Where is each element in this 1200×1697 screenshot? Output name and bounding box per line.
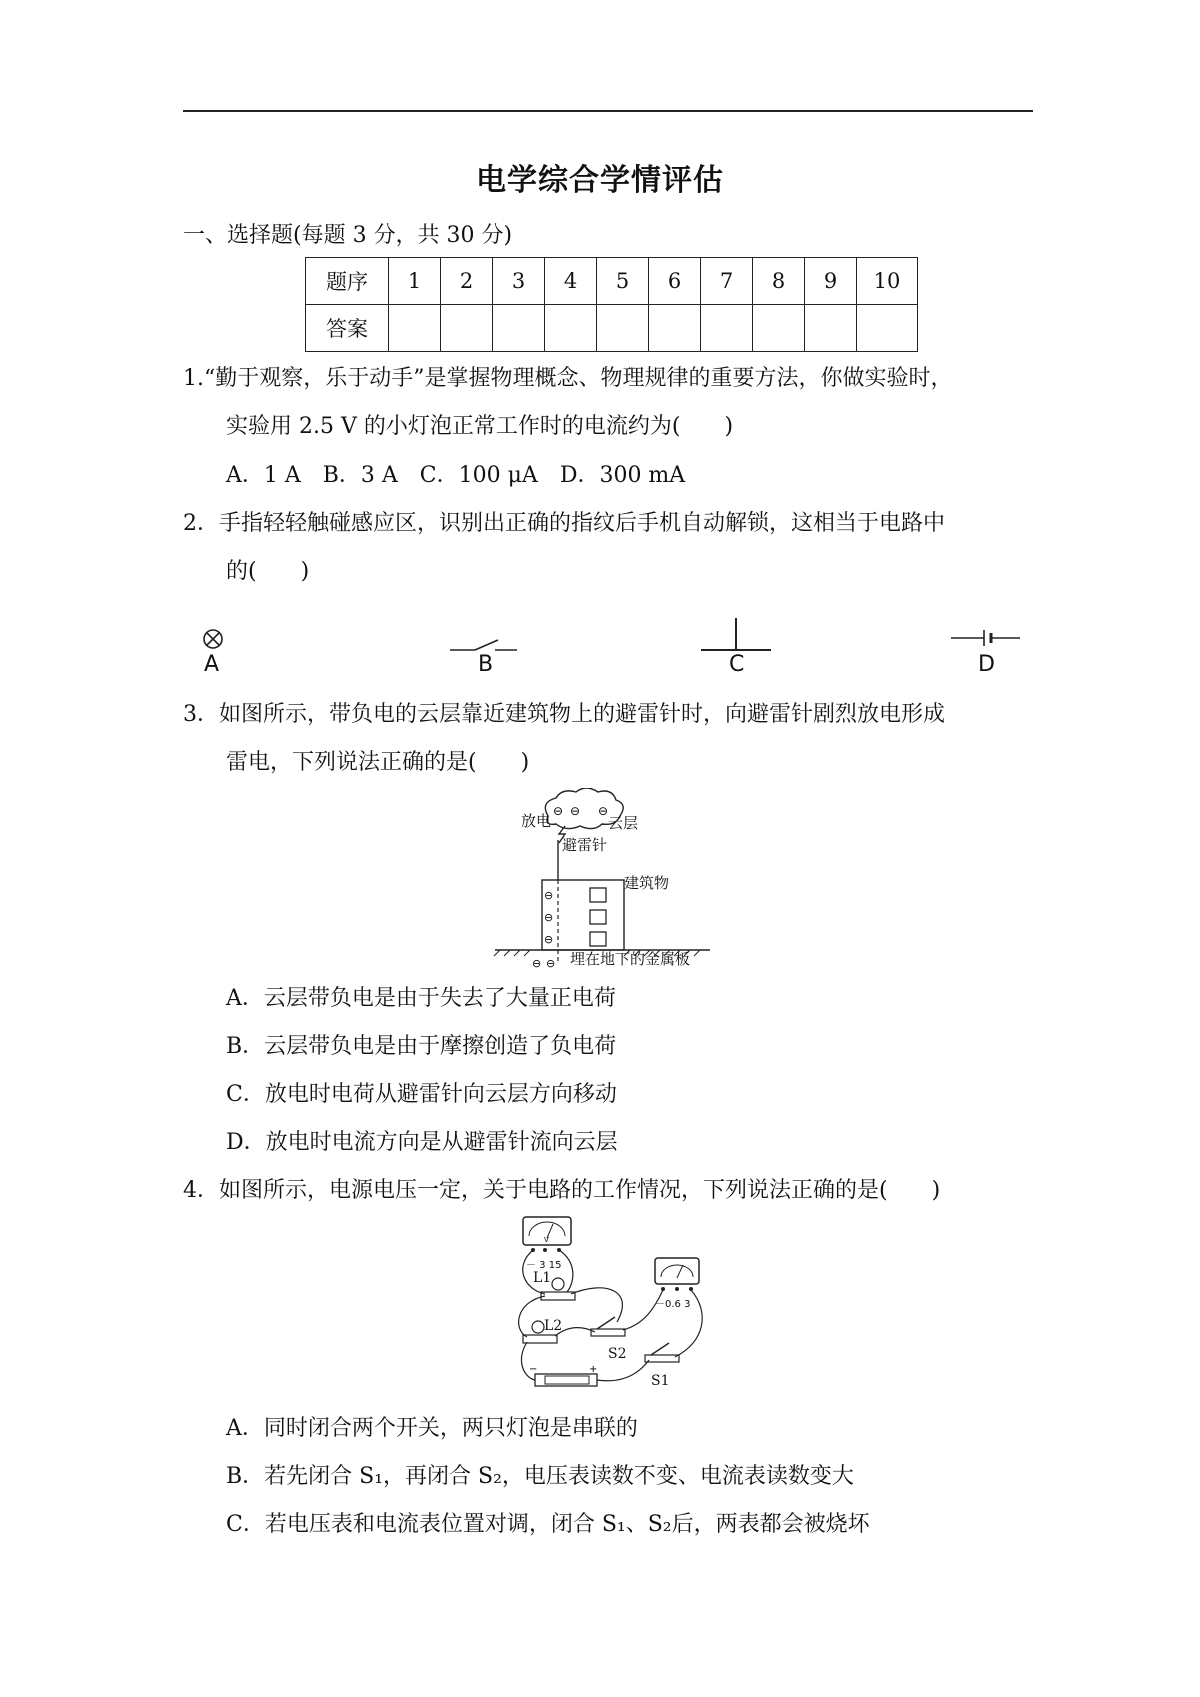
switch-s1-icon bbox=[645, 1343, 679, 1362]
q1-stem-line2: 实验用 2.5 V 的小灯泡正常工作时的电流约为( ) bbox=[226, 414, 734, 439]
label-building: 建筑物 bbox=[624, 874, 670, 892]
q4-stem: 4．如图所示，电源电压一定，关于电路的工作情况，下列说法正确的是( ) bbox=[183, 1178, 941, 1203]
table-cell: 5 bbox=[597, 258, 649, 305]
answer-cell[interactable] bbox=[441, 305, 493, 352]
q2-label-c: C bbox=[729, 652, 745, 677]
svg-text:⊖: ⊖ bbox=[544, 911, 554, 924]
table-cell: 7 bbox=[701, 258, 753, 305]
table-cell: 6 bbox=[649, 258, 701, 305]
svg-text:⊖: ⊖ bbox=[553, 804, 564, 818]
label-discharge: 放电 bbox=[521, 812, 552, 830]
q2-stem-line2: 的( ) bbox=[226, 559, 310, 584]
top-rule bbox=[183, 110, 1033, 112]
q3-option-d: D．放电时电流方向是从避雷针流向云层 bbox=[226, 1130, 618, 1155]
q4-option-a: A．同时闭合两个开关，两只灯泡是串联的 bbox=[226, 1416, 638, 1441]
q4-option-c: C．若电压表和电流表位置对调，闭合 S₁、S₂后，两表都会被烧坏 bbox=[226, 1512, 870, 1537]
table-cell: 4 bbox=[545, 258, 597, 305]
table-row bbox=[306, 305, 918, 352]
ammeter-scale: －0.6 3 bbox=[655, 1299, 691, 1310]
answer-cell[interactable] bbox=[805, 305, 857, 352]
answer-cell[interactable] bbox=[493, 305, 545, 352]
svg-text:⊖: ⊖ bbox=[544, 933, 554, 946]
table-row bbox=[306, 258, 918, 305]
svg-text:+: + bbox=[589, 1364, 598, 1375]
q2-label-b: B bbox=[478, 652, 494, 677]
answer-cell[interactable] bbox=[649, 305, 701, 352]
contact-symbol-icon bbox=[701, 618, 771, 650]
voltmeter-scale: － 3 15 bbox=[526, 1260, 562, 1271]
answer-cell[interactable] bbox=[753, 305, 805, 352]
q2-label-d: D bbox=[978, 652, 995, 677]
lamp-symbol-icon bbox=[204, 630, 222, 648]
battery-symbol-icon bbox=[951, 630, 1020, 646]
table-cell: 2 bbox=[441, 258, 493, 305]
svg-text:⊖: ⊖ bbox=[598, 804, 609, 818]
table-header-label: 题序 bbox=[306, 258, 389, 305]
table-answer-label: 答案 bbox=[306, 305, 389, 352]
q3-option-a: A．云层带负电是由于失去了大量正电荷 bbox=[226, 986, 616, 1011]
table-cell: 8 bbox=[753, 258, 805, 305]
svg-text:V: V bbox=[544, 1236, 549, 1244]
label-rod: 避雷针 bbox=[562, 836, 608, 854]
table-cell: 1 bbox=[389, 258, 441, 305]
q3-option-b: B．云层带负电是由于摩擦创造了负电荷 bbox=[226, 1034, 617, 1059]
q4-option-b: B．若先闭合 S₁，再闭合 S₂，电压表读数不变、电流表读数变大 bbox=[226, 1464, 854, 1489]
q3-option-c: C．放电时电荷从避雷针向云层方向移动 bbox=[226, 1082, 617, 1107]
q1-stem-line1: 1.“勤于观察，乐于动手”是掌握物理概念、物理规律的重要方法，你做实验时， bbox=[183, 366, 953, 391]
svg-text:⊖: ⊖ bbox=[544, 889, 554, 902]
label-s2: S2 bbox=[608, 1346, 627, 1362]
q2-symbols bbox=[195, 618, 1045, 680]
table-cell: 3 bbox=[493, 258, 545, 305]
svg-text:⊖: ⊖ bbox=[546, 957, 556, 968]
label-cloud: 云层 bbox=[608, 814, 639, 832]
q3-stem-line2: 雷电，下列说法正确的是( ) bbox=[226, 750, 530, 775]
answer-cell[interactable] bbox=[597, 305, 649, 352]
svg-text:⊖: ⊖ bbox=[532, 957, 542, 968]
table-cell: 10 bbox=[857, 258, 918, 305]
answer-cell[interactable] bbox=[545, 305, 597, 352]
page-title: 电学综合学情评估 bbox=[476, 163, 724, 198]
label-l1: L1 bbox=[533, 1270, 552, 1286]
q3-stem-line1: 3．如图所示，带负电的云层靠近建筑物上的避雷针时，向避雷针剧烈放电形成 bbox=[183, 702, 945, 727]
battery-icon bbox=[529, 1364, 597, 1386]
table-cell: 9 bbox=[805, 258, 857, 305]
answer-cell[interactable] bbox=[701, 305, 753, 352]
voltmeter-icon bbox=[523, 1217, 571, 1252]
answer-cell[interactable] bbox=[857, 305, 918, 352]
q2-label-a: A bbox=[204, 652, 220, 677]
answer-table bbox=[305, 257, 918, 352]
q1-options: A．1 A B．3 A C．100 μA D．300 mA bbox=[226, 463, 686, 488]
building-shape bbox=[542, 880, 624, 950]
svg-text:⊖: ⊖ bbox=[570, 804, 581, 818]
q2-stem-line1: 2．手指轻轻触碰感应区，识别出正确的指纹后手机自动解锁，这相当于电路中 bbox=[183, 511, 945, 536]
section-heading: 一、选择题(每题 3 分，共 30 分) bbox=[183, 223, 513, 248]
label-s1: S1 bbox=[651, 1373, 670, 1389]
switch-symbol-icon bbox=[450, 640, 517, 650]
switch-s2-icon bbox=[591, 1317, 625, 1336]
svg-text:−: − bbox=[529, 1364, 538, 1375]
answer-cell[interactable] bbox=[389, 305, 441, 352]
label-metal-plate: 埋在地下的金属板 bbox=[570, 950, 691, 968]
ammeter-icon bbox=[655, 1258, 699, 1291]
label-l2: L2 bbox=[544, 1318, 563, 1334]
